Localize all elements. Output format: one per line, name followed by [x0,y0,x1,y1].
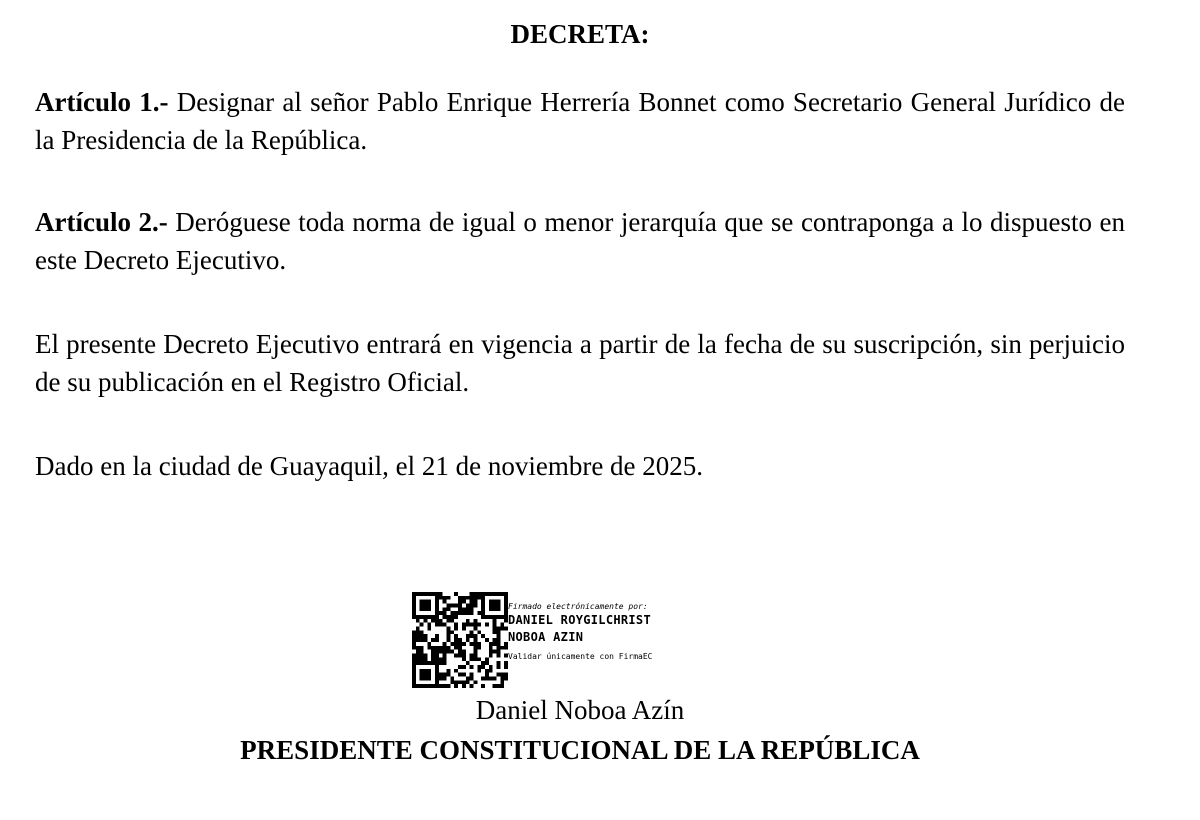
qr-code-icon [412,592,508,688]
electronic-signature [412,592,712,688]
signer-title: PRESIDENTE CONSTITUCIONAL DE LA REPÚBLICA [240,735,920,765]
signer-name: Daniel Noboa Azín [475,695,685,725]
dado-paragraph: Dado en la ciudad de Guayaquil, el 21 de noviembre de 2025. [35,451,704,481]
article-2 [35,203,1125,279]
signature-stamp-text [508,602,718,662]
signer-line-1: DANIEL ROYGILCHRIST [508,613,651,627]
signer-line-2: NOBOA AZIN [508,630,584,644]
article-2-label: Artículo 2.- [35,207,168,237]
article-1-text: Designar al señor Pablo Enrique Herrería Bonnet como Secretario General Jurídico de la Presidencia de la República. [35,87,1125,155]
decree-heading: DECRETA: [510,19,650,49]
article-1 [35,83,1125,159]
vigencia-paragraph: El presente Decreto Ejecutivo entrará en vigencia a partir de la fecha de su suscripción, sin perjuicio de su publicación en el Registro Oficial. [35,329,1125,397]
signed-by-label: Firmado electrónicamente por: [508,602,648,611]
article-2-text: Deróguese toda norma de igual o menor jerarquía que se contraponga a lo dispuesto en este Decreto Ejecutivo. [35,207,1126,275]
validate-note: Validar únicamente con FirmaEC [508,652,653,661]
article-1-label: Artículo 1.- [35,87,169,117]
